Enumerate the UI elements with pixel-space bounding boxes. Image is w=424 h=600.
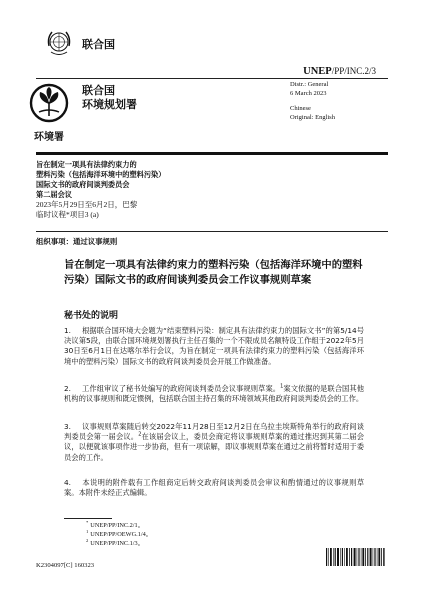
un-name: 联合国 (82, 38, 115, 51)
footnote-rule (64, 518, 112, 519)
issue-date: 6 March 2023 (290, 90, 327, 97)
paragraph-3 (64, 422, 364, 463)
footnote-3 (86, 537, 145, 548)
document-symbol (303, 66, 376, 77)
un-emblem-icon (44, 28, 74, 58)
footnote-ref: 1 (280, 383, 284, 390)
unep-name (82, 84, 137, 112)
unep-name-line1: 联合国 (82, 84, 115, 97)
footnote-text: UNEP/PP/OEWG.1/4。 (90, 531, 153, 538)
document-title: 旨在制定一项具有法律约束力的塑料污染（包括海洋环境中的塑料污染）国际文书的政府间谈判委员会工作议事规则草案 (64, 259, 363, 286)
paragraph-1 (64, 326, 364, 367)
paragraph-text: 工作组审议了秘书处编写的政府间谈判委员会议事规则草案。 (82, 384, 281, 393)
committee-line1: 旨在制定一项具有法律约束力的 (36, 160, 137, 169)
distribution: Distr.: General (290, 81, 329, 88)
paragraph-2 (64, 384, 364, 404)
committee-block (36, 160, 165, 220)
paragraph-text-cont: 在该届会议上，委员会商定将议事规则草案的通过推迟到其第二届会议，以便就该事项作进一步协商，但有一项谅解，即议事规则草案在通过之前将暂时适用于委员会的工作。 (64, 432, 364, 462)
committee-rule (36, 231, 388, 232)
unep-abbreviation: 环境署 (34, 132, 64, 143)
header-divider (36, 152, 388, 155)
original-language: Original: English (290, 114, 335, 121)
paragraph-4 (64, 478, 364, 498)
committee-line2: 塑料污染（包括海洋环境中的塑料污染） (36, 170, 166, 179)
footnote-text: UNEP/PP/INC.1/3。 (90, 540, 145, 547)
paragraph-number: 1. (64, 326, 71, 335)
footnote-text: UNEP/PP/INC.2/1。 (90, 522, 145, 529)
provisional-agenda: 临时议程*项目3 (a) (36, 210, 99, 219)
unep-name-line2: 环境规划署 (82, 98, 137, 111)
footnote-mark: * (86, 519, 89, 525)
committee-line3: 国际文书的政府间谈判委员会 (36, 180, 130, 189)
paragraph-text: 根据联合国环境大会题为“结束塑料污染：制定具有法律约束力的国际文书”的第5/14号决议第5段，由联合国环境规划署执行主任召集的一个不限成员名额特设工作组于2022年5月30日至6月1日在达喀尔举行会议，为旨在制定一项具有法律约束力的塑料污染（包括海洋环境中的塑料污染）国际文书的政府间谈判委员会开展工作做准备。 (64, 326, 364, 366)
paragraph-number: 4. (64, 478, 71, 487)
footnote-ref: 2 (138, 431, 142, 438)
distribution-meta (290, 80, 335, 122)
header-rule (36, 78, 388, 79)
paragraph-text-cont: 案文依据的是联合国其他机构的议事规则和既定惯例，包括联合国主持召集的环境领域其他政府间谈判委员会的工作。 (64, 384, 365, 404)
footnote-2 (86, 528, 153, 539)
paragraph-text: 议事规则草案随后转交2022年11月28日至12月2日在乌拉圭埃斯特角举行的政府间谈判委员会第一届会议。 (64, 422, 364, 442)
symbol-main: UNEP (303, 66, 332, 77)
barcode-icon (326, 548, 386, 566)
document-id: K2304097[C] 160323 (36, 562, 95, 569)
footnote-mark: 1 (86, 528, 89, 534)
session: 第二届会议 (36, 190, 72, 199)
note-heading: 秘书处的说明 (64, 311, 119, 321)
language: Chinese (290, 105, 311, 112)
agenda-item-title: 组织事项：通过议事规则 (36, 237, 118, 246)
paragraph-number: 2. (64, 384, 71, 393)
footnote-mark: 2 (86, 537, 89, 543)
symbol-rest: /PP/INC.2/3 (331, 66, 376, 76)
footnote-1 (86, 519, 145, 530)
session-dates: 2023年5月29日至6月2日，巴黎 (36, 200, 138, 209)
unep-logo-icon (28, 82, 70, 124)
paragraph-number: 3. (64, 422, 71, 431)
paragraph-text: 本说明的附件载有工作组商定后转交政府间谈判委员会审议和酌情通过的议事规则草案。本附件未经正式编辑。 (64, 478, 364, 498)
